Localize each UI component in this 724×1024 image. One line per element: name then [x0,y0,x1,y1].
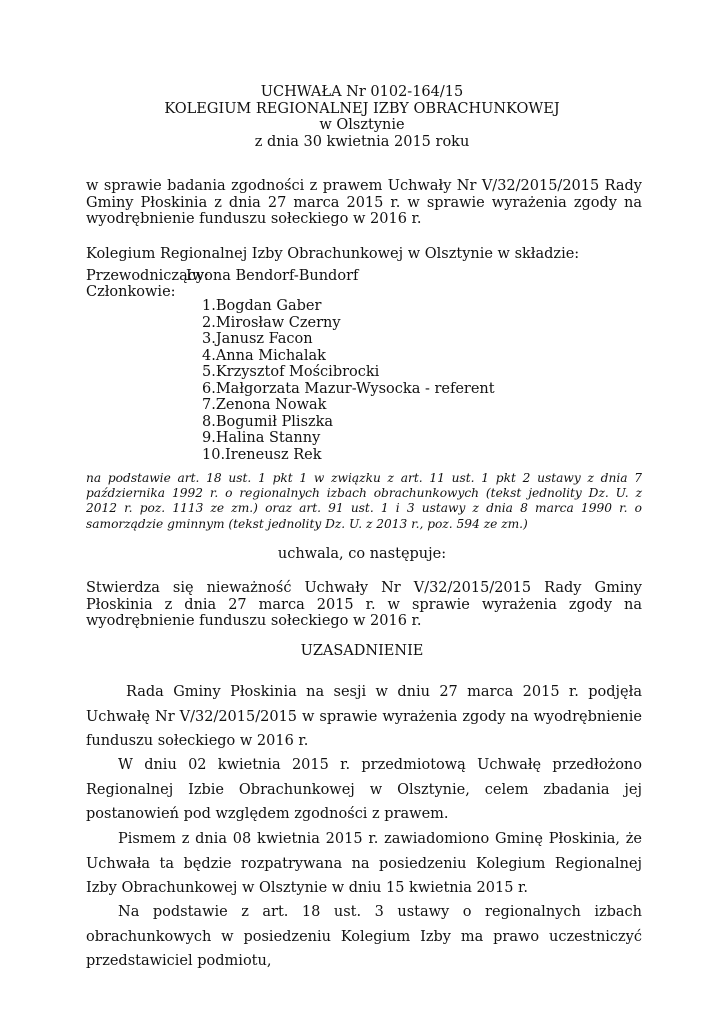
legal-basis: na podstawie art. 18 ust. 1 pkt 1 w związku z art. 11 ust. 1 pkt 2 ustawy z dnia 7 października 1992 r. o regionalnych izbach obrachunkowych (tekst jednolity Dz. U. z 2012 r. poz. 1113 ze zm.) oraz art. 91 ust. 1 i 3 ustawy z dnia 8 marca 1990 r. o samorządzie gminnym (tekst jednolity Dz. U. z 2013 r., poz. 594 ze zm.) [86,471,642,531]
justification-paragraph: W dniu 02 kwietnia 2015 r. przedmiotową Uchwałę przedłożono Regionalnej Izbie Obrachunkowej w Olsztynie, celem zbadania jej postanowień pod względem zgodności z prawem. [86,757,642,822]
member-item: 3.Janusz Facon [202,331,313,347]
member-item: 6.Małgorzata Mazur-Wysocka - referent [202,380,495,397]
member-item: 9.Halina Stanny [202,430,321,446]
members-list [202,298,495,463]
resolution-subject: w sprawie badania zgodności z prawem Uchwały Nr V/32/2015/2015 Rady Gminy Płoskinia z dnia 27 marca 2015 r. w sprawie wyrażenia zgody na wyodrębnienie funduszu sołeckiego w 2016 r. [86,178,642,227]
issuing-body: KOLEGIUM REGIONALNEJ IZBY OBRACHUNKOWEJ [164,100,560,117]
member-item: 8.Bogumił Pliszka [202,413,334,430]
resolution-date: z dnia 30 kwietnia 2015 roku [254,133,470,150]
member-item: 2.Mirosław Czerny [202,314,341,331]
justification-paragraph: Na podstawie z art. 18 ust. 3 ustawy o regionalnych izbach obrachunkowych w posiedzeniu Kolegium Izby ma prawo uczestniczyć przedstawiciel podmiotu, [86,904,642,969]
member-item: 10.Ireneusz Rek [202,446,322,463]
justification-paragraph: Rada Gminy Płoskinia na sesji w dniu 27 marca 2015 r. podjęła Uchwałę Nr V/32/2015/2015 w sprawie wyrażenia zgody na wyodrębnienie funduszu sołeckiego w 2016 r. [86,684,642,749]
issuing-city: w Olsztynie [319,117,405,133]
chair-label: Przewodniczący: [86,268,209,284]
resolves-heading: uchwala, co następuje: [277,546,447,562]
chair-name: Iwona Bendorf-Bundorf [186,268,359,284]
resolution-number: UCHWAŁA Nr 0102-164/15 [260,84,464,100]
member-item: 1.Bogdan Gaber [202,298,322,314]
justification-paragraph: Pismem z dnia 08 kwietnia 2015 r. zawiadomiono Gminę Płoskinia, że Uchwała ta będzie rozpatrywana na posiedzeniu Kolegium Regionalnej Izby Obrachunkowej w Olsztynie w dniu 15 kwietnia 2015 r. [86,831,642,896]
members-label: Członkowie: [86,284,176,300]
justification-heading: UZASADNIENIE [300,643,424,659]
member-item: 7.Zenona Nowak [202,397,327,413]
document-header [0,84,724,150]
chairperson-line [86,268,642,285]
member-item: 5.Krzysztof Mościbrocki [202,364,380,380]
resolution-text: Stwierdza się nieważność Uchwały Nr V/32/2015/2015 Rady Gminy Płoskinia z dnia 27 marca 2015 r. w sprawie wyrażenia zgody na wyodrębnienie funduszu sołeckiego w 2016 r. [86,580,642,629]
composition-intro: Kolegium Regionalnej Izby Obrachunkowej w Olsztynie w składzie: [86,246,580,262]
member-item: 4.Anna Michalak [202,347,326,364]
